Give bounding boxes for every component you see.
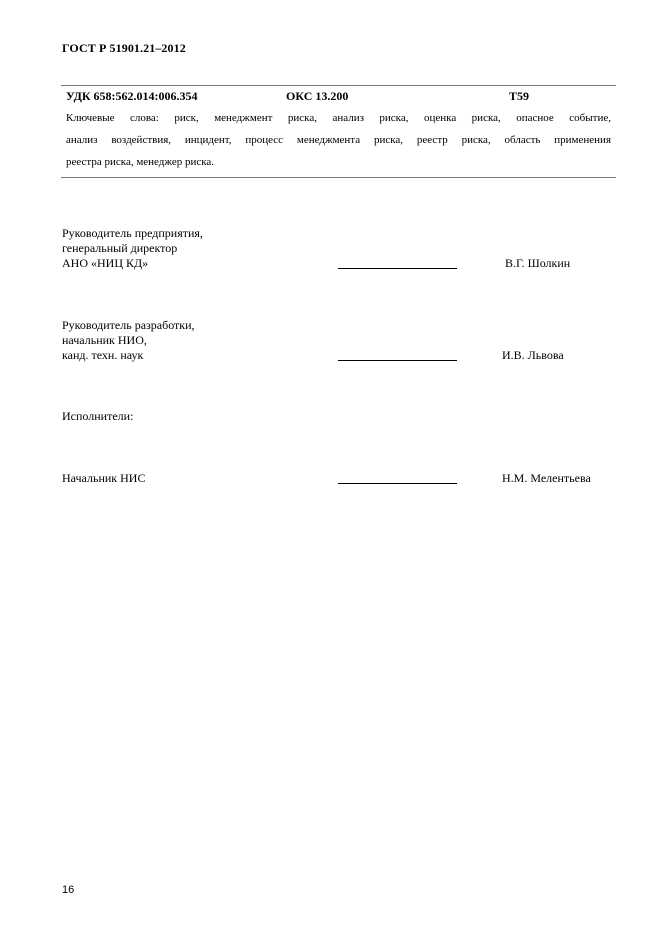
bottom-divider (61, 177, 616, 178)
udk-code: УДК 658:562.014:006.354 (66, 89, 198, 103)
signature-position (62, 226, 203, 271)
position-line: Руководитель предприятия, (62, 226, 203, 240)
signatory-name: В.Г. Шолкин (505, 256, 571, 270)
signatory-name: И.В. Львова (502, 348, 564, 362)
category-code: Т59 (509, 89, 530, 103)
position-line: АНО «НИЦ КД» (62, 256, 149, 270)
oks-code: ОКС 13.200 (286, 89, 349, 103)
page-number: 16 (62, 884, 75, 896)
position-line: начальник НИО, (62, 333, 147, 347)
top-divider (61, 85, 616, 86)
keywords-line: реестра риска, менеджер риска. (66, 156, 215, 168)
position-line: канд. техн. наук (62, 348, 144, 362)
keywords-line: анализ воздействия, инцидент, процесс менеджмента риска, реестр риска, область применения (66, 134, 611, 146)
executors-heading: Исполнители: (62, 409, 134, 423)
position-line: генеральный директор (62, 241, 178, 255)
position-line: Руководитель разработки, (62, 318, 195, 332)
keywords-line: Ключевые слова: риск, менеджмент риска, анализ риска, оценка риска, опасное событие, (66, 112, 611, 124)
executor-name: Н.М. Мелентьева (502, 471, 591, 485)
executor-position: Начальник НИС (62, 471, 146, 485)
signature-line (338, 483, 457, 484)
signature-line (338, 268, 457, 269)
signature-position (62, 318, 195, 363)
document-header-title: ГОСТ Р 51901.21–2012 (62, 41, 186, 55)
keywords-block (66, 107, 611, 173)
signature-line (338, 360, 457, 361)
